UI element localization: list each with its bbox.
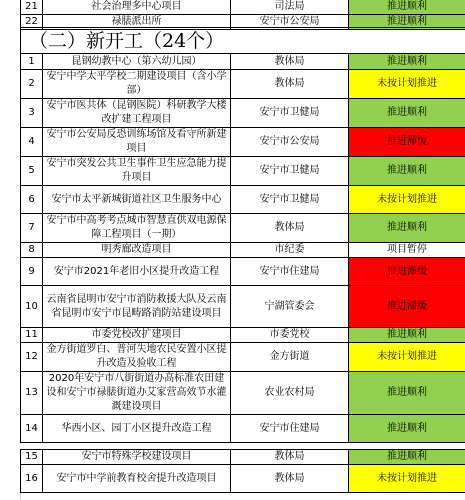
responsible-unit: 安宁市卫健局 bbox=[231, 99, 349, 128]
row-number: 3 bbox=[21, 99, 43, 128]
row-number: 12 bbox=[21, 343, 43, 372]
table-row bbox=[21, 415, 465, 443]
row-number: 2 bbox=[21, 70, 43, 99]
row-number: 8 bbox=[21, 243, 43, 258]
row-number: 21 bbox=[21, 0, 43, 15]
table-row bbox=[21, 54, 465, 70]
status-badge: 推进顺利 bbox=[349, 15, 465, 30]
project-name: 禄脿派出所 bbox=[43, 15, 231, 30]
table-row bbox=[21, 343, 465, 372]
project-name: 安宁市突发公共卫生事件卫生应急能力提升项目 bbox=[43, 157, 231, 186]
responsible-unit: 宁湖管委会 bbox=[231, 286, 349, 328]
responsible-unit: 市委党校 bbox=[231, 328, 349, 343]
row-number: 9 bbox=[21, 258, 43, 286]
responsible-unit: 安宁市公安局 bbox=[231, 15, 349, 30]
status-badge: 推进滞缓 bbox=[349, 258, 465, 286]
status-badge: 推进顺利 bbox=[349, 99, 465, 128]
section-title: （二）新开工（24个） bbox=[21, 28, 465, 54]
responsible-unit: 安宁市卫健局 bbox=[231, 157, 349, 186]
project-name: 2020年安宁市八街街道办高标准农田建设和安宁市禄脿街道办艾家营高效节水灌溉建设项目 bbox=[43, 372, 231, 415]
project-name: 市委党校改扩建项目 bbox=[43, 328, 231, 343]
table-row bbox=[21, 243, 465, 258]
responsible-unit: 安宁市住建局 bbox=[231, 415, 349, 443]
project-name: 安宁市太平新城街道社区卫生服务中心 bbox=[43, 186, 231, 214]
row-number: 7 bbox=[21, 214, 43, 243]
status-badge: 推进滞缓 bbox=[349, 128, 465, 157]
row-number: 14 bbox=[21, 415, 43, 443]
responsible-unit: 教体局 bbox=[231, 54, 349, 70]
status-badge: 项目暂停 bbox=[349, 243, 465, 258]
row-header-strip bbox=[0, 0, 21, 500]
table-row bbox=[21, 328, 465, 343]
row-number: 22 bbox=[21, 15, 43, 30]
row-number: 16 bbox=[21, 465, 43, 493]
table-row bbox=[21, 128, 465, 157]
project-table-bottom bbox=[20, 449, 465, 493]
table-row bbox=[21, 186, 465, 214]
status-badge: 推进顺利 bbox=[349, 157, 465, 186]
row-number: 13 bbox=[21, 372, 43, 415]
status-badge: 未按计划推进 bbox=[349, 186, 465, 214]
table-row bbox=[21, 465, 465, 493]
row-number: 11 bbox=[21, 328, 43, 343]
project-table-top bbox=[20, 0, 465, 30]
table-row bbox=[21, 0, 465, 15]
project-table-main bbox=[20, 27, 465, 443]
responsible-unit: 市纪委 bbox=[231, 243, 349, 258]
row-number: 10 bbox=[21, 286, 43, 328]
status-badge: 推进顺利 bbox=[349, 54, 465, 70]
table-row bbox=[21, 372, 465, 415]
status-badge: 推进顺利 bbox=[349, 214, 465, 243]
status-badge: 未按计划推进 bbox=[349, 70, 465, 99]
responsible-unit: 安宁市卫健局 bbox=[231, 186, 349, 214]
status-badge: 推进顺利 bbox=[349, 0, 465, 15]
responsible-unit: 司法局 bbox=[231, 0, 349, 15]
status-badge: 未按计划推进 bbox=[349, 465, 465, 493]
responsible-unit: 安宁市住建局 bbox=[231, 258, 349, 286]
status-badge: 推进顺利 bbox=[349, 450, 465, 465]
project-name: 安宁中学太平学校二期建设项目（含小学部） bbox=[43, 70, 231, 99]
status-badge: 推进顺利 bbox=[349, 415, 465, 443]
project-name: 安宁市公安局反恐训练场馆及看守所新建项目 bbox=[43, 128, 231, 157]
responsible-unit: 教体局 bbox=[231, 465, 349, 493]
table-row bbox=[21, 286, 465, 328]
row-number: 6 bbox=[21, 186, 43, 214]
table-row bbox=[21, 70, 465, 99]
status-badge: 未按计划推进 bbox=[349, 343, 465, 372]
responsible-unit: 教体局 bbox=[231, 214, 349, 243]
row-number: 15 bbox=[21, 450, 43, 465]
project-name: 安宁市中学前教育校舍提升改造项目 bbox=[43, 465, 231, 493]
table-row bbox=[21, 258, 465, 286]
table-row bbox=[21, 157, 465, 186]
status-badge: 推进顺利 bbox=[349, 372, 465, 415]
row-number: 4 bbox=[21, 128, 43, 157]
project-name: 金方街道罗白、普河失地农民安置小区提升改造及验收工程 bbox=[43, 343, 231, 372]
status-badge: 推进顺利 bbox=[349, 328, 465, 343]
table-row bbox=[21, 99, 465, 128]
responsible-unit: 安宁市公安局 bbox=[231, 128, 349, 157]
project-name: 昆钢幼教中心（第六幼儿园） bbox=[43, 54, 231, 70]
row-number: 1 bbox=[21, 54, 43, 70]
project-name: 安宁市特殊学校建设项目 bbox=[43, 450, 231, 465]
project-name: 华西小区、园丁小区提升改造工程 bbox=[43, 415, 231, 443]
project-name: 安宁市中高考考点城市智慧直供双电源保障工程项目（一期） bbox=[43, 214, 231, 243]
table-row bbox=[21, 450, 465, 465]
responsible-unit: 金方街道 bbox=[231, 343, 349, 372]
row-number: 5 bbox=[21, 157, 43, 186]
responsible-unit: 教体局 bbox=[231, 450, 349, 465]
responsible-unit: 农业农村局 bbox=[231, 372, 349, 415]
responsible-unit: 教体局 bbox=[231, 70, 349, 99]
section-header-row bbox=[21, 28, 465, 54]
table-row bbox=[21, 214, 465, 243]
project-name: 明秀廊改造项目 bbox=[43, 243, 231, 258]
status-badge: 推进滞缓 bbox=[349, 286, 465, 328]
project-name: 云南省昆明市安宁市消防救援大队及云南省昆明市安宁市昆畴路消防站建设项目 bbox=[43, 286, 231, 328]
project-name: 安宁市医共体（昆钢医院）科研教学大楼改扩建工程项目 bbox=[43, 99, 231, 128]
project-name: 安宁市2021年老旧小区提升改造工程 bbox=[43, 258, 231, 286]
project-name: 社会治理多中心项目 bbox=[43, 0, 231, 15]
